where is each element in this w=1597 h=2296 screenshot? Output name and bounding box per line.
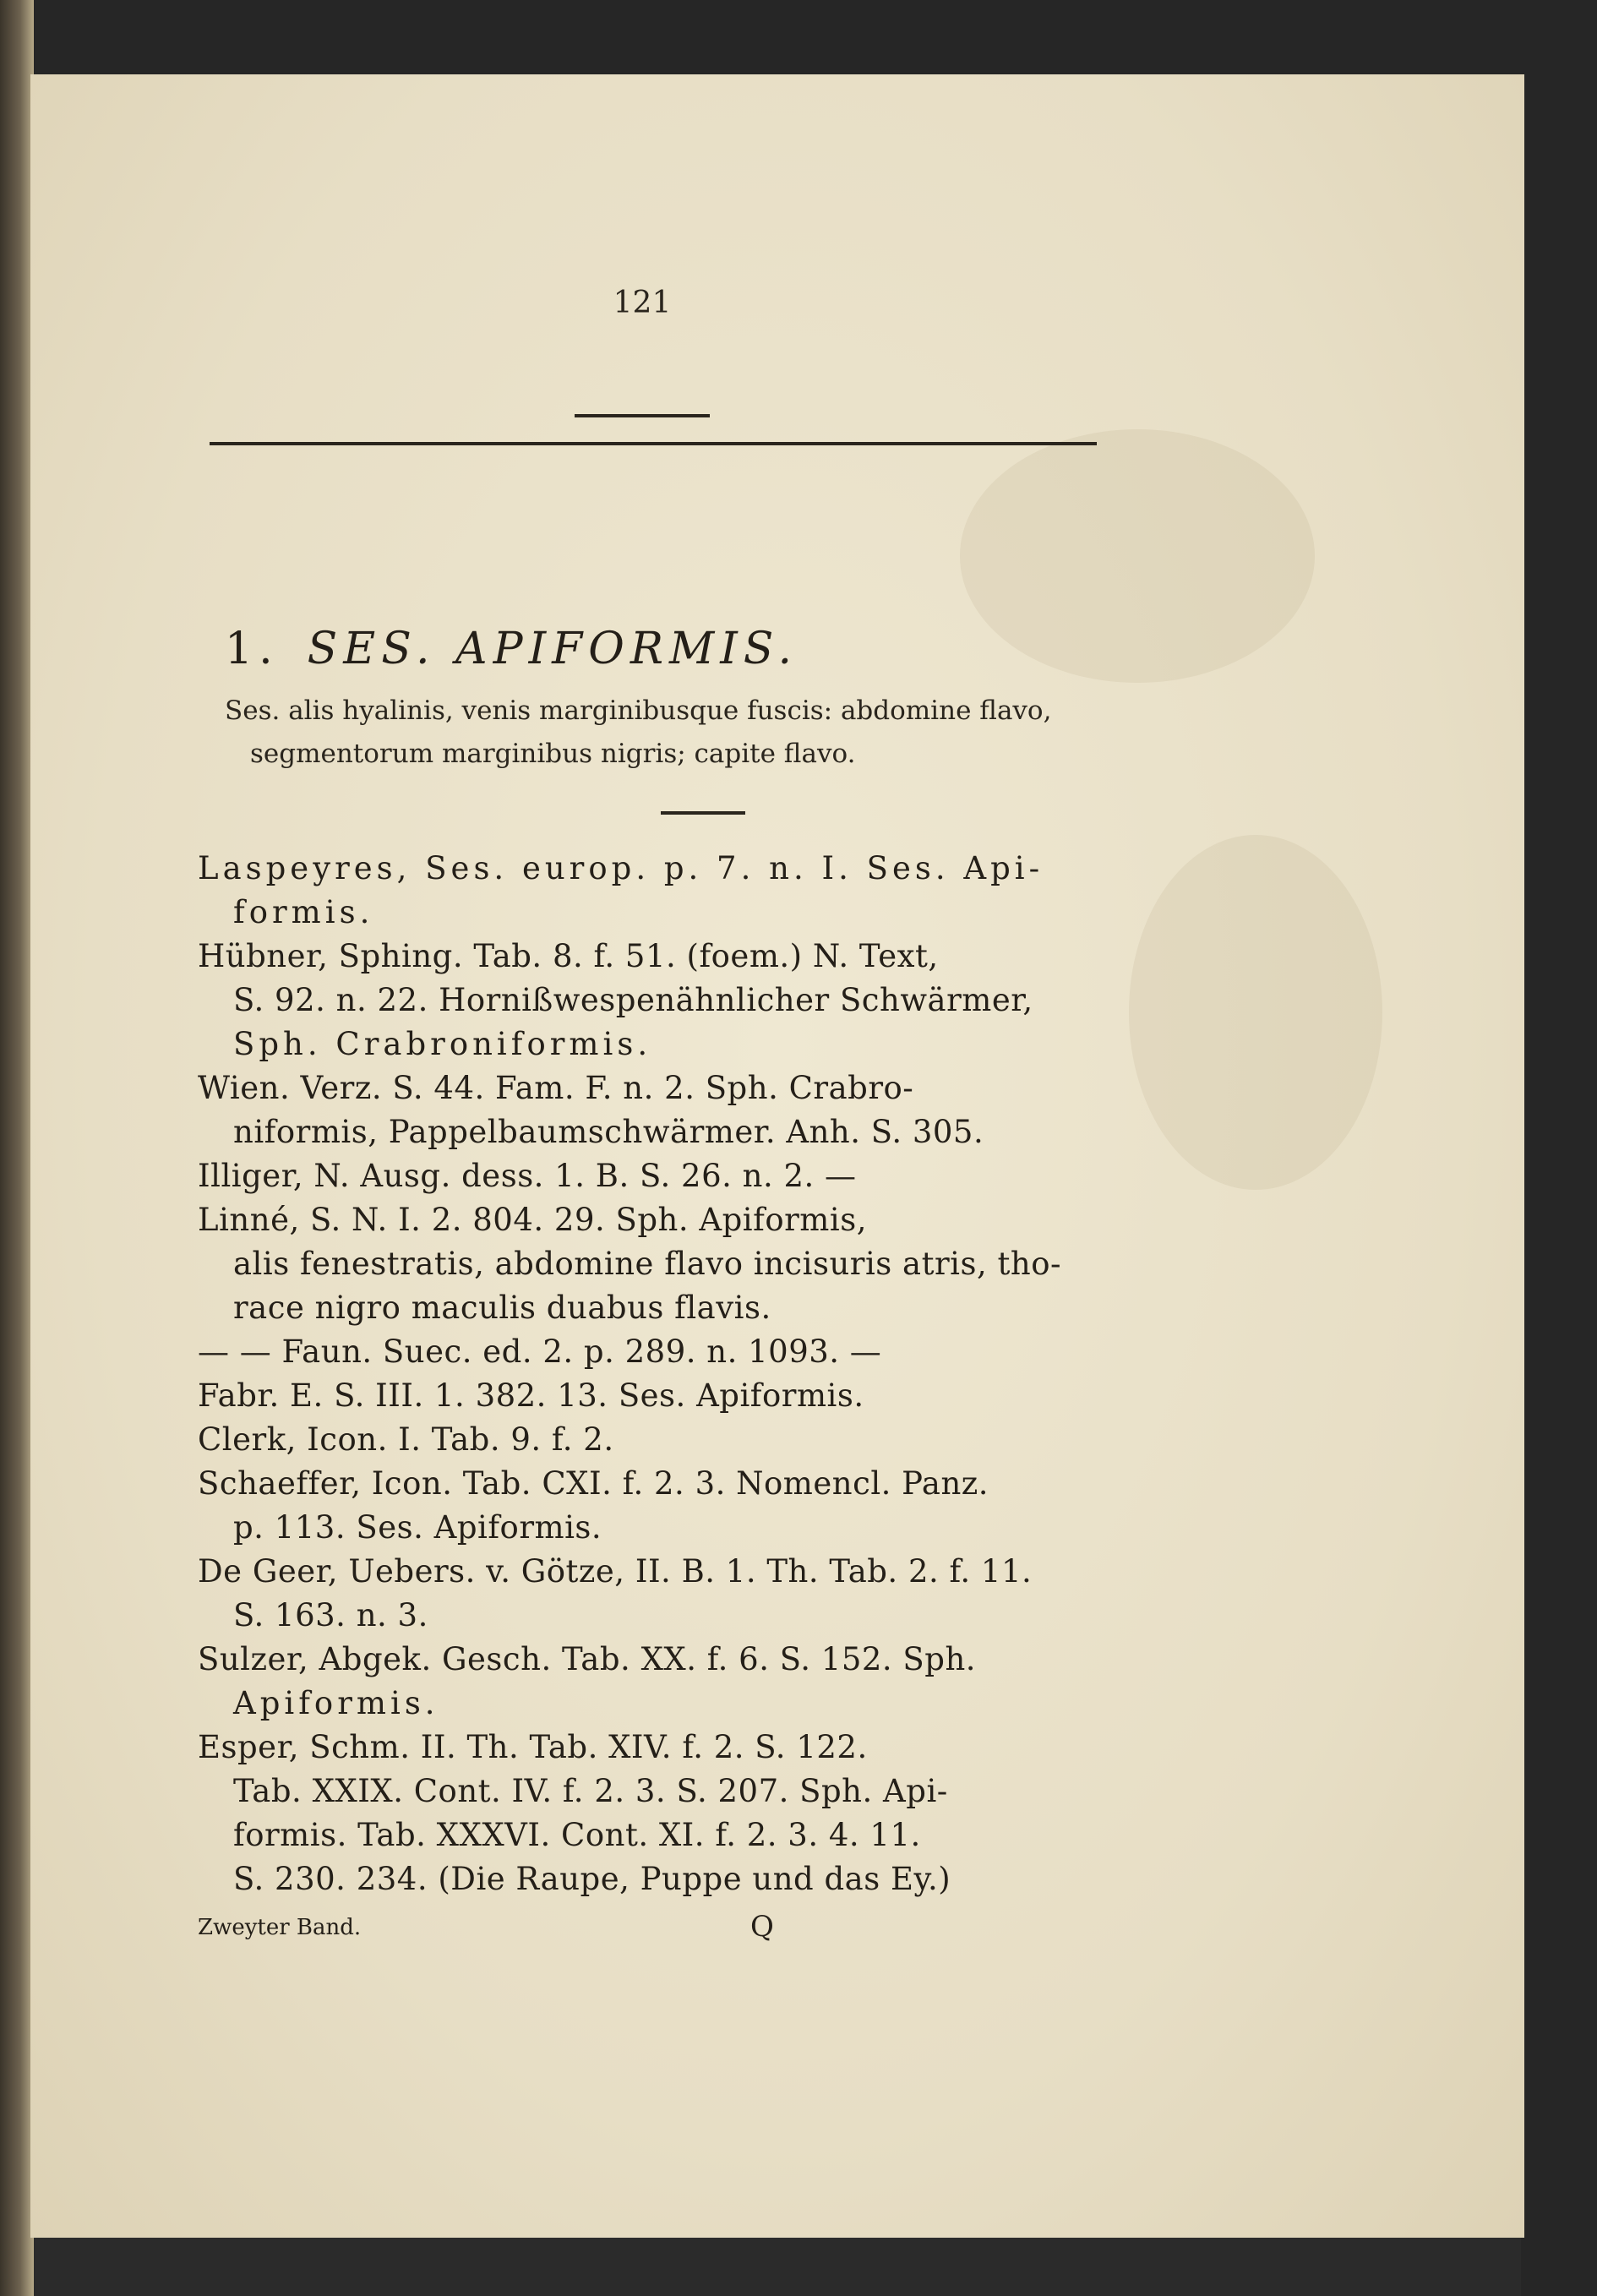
reference-line: Hübner, Sphing. Tab. 8. f. 51. (foem.) N. Text, [198, 938, 939, 974]
book-page [30, 74, 1524, 2238]
reference-line: Illiger, N. Ausg. dess. 1. B. S. 26. n. 2. — [198, 1158, 857, 1194]
reference-line: p. 113. Ses. Apiformis. [233, 1509, 602, 1546]
reference-line: race nigro maculis duabus flavis. [233, 1290, 771, 1326]
reference-line: De Geer, Uebers. v. Götze, II. B. 1. Th. Tab. 2. f. 11. [198, 1553, 1033, 1590]
reference-line: Fabr. E. S. III. 1. 382. 13. Ses. Apiformis. [198, 1377, 864, 1414]
gathering-mark: Q [750, 1910, 774, 1944]
reference-line: formis. Tab. XXXVI. Cont. XI. f. 2. 3. 4. 11. [233, 1817, 921, 1853]
section-rule [661, 811, 745, 815]
reference-line: Laspeyres, Ses. europ. p. 7. n. I. Ses. Api- [198, 850, 1044, 886]
page-number: 121 [613, 286, 672, 320]
reference-line: Clerk, Icon. I. Tab. 9. f. 2. [198, 1421, 614, 1458]
diagnosis-line: Ses. alis hyalinis, venis marginibusque fuscis: abdomine flavo, [225, 695, 1052, 726]
paper-stain [960, 429, 1315, 683]
diagnosis-line: segmentorum marginibus nigris; capite flavo. [250, 739, 856, 769]
reference-line: alis fenestratis, abdomine flavo incisuris atris, tho- [233, 1246, 1061, 1282]
page-number-underline [575, 414, 710, 417]
reference-line: S. 230. 234. (Die Raupe, Puppe und das Ey.) [233, 1861, 951, 1897]
species-number: 1. [225, 624, 279, 674]
reference-line: niformis, Pappelbaumschwärmer. Anh. S. 305. [233, 1114, 984, 1150]
scan-background-top [0, 0, 1597, 76]
reference-line: Apiformis. [233, 1685, 439, 1721]
reference-line: — — Faun. Suec. ed. 2. p. 289. n. 1093. — [198, 1333, 882, 1370]
scan-background-right [1521, 0, 1597, 2296]
reference-line: Esper, Schm. II. Th. Tab. XIV. f. 2. S. 122. [198, 1729, 868, 1765]
species-heading [225, 624, 798, 674]
reference-line: Sulzer, Abgek. Gesch. Tab. XX. f. 6. S. 152. Sph. [198, 1641, 977, 1677]
book-spine-edge [0, 0, 34, 2296]
volume-signature: Zweyter Band. [198, 1915, 362, 1940]
reference-line: Linné, S. N. I. 2. 804. 29. Sph. Apiformis, [198, 1202, 867, 1238]
reference-line: formis. [233, 894, 374, 930]
reference-line: Schaeffer, Icon. Tab. CXI. f. 2. 3. Nomencl. Panz. [198, 1465, 989, 1502]
reference-line: S. 163. n. 3. [233, 1597, 428, 1633]
reference-line: Wien. Verz. S. 44. Fam. F. n. 2. Sph. Crabro- [198, 1070, 914, 1106]
reference-line: Sph. Crabroniformis. [233, 1026, 652, 1062]
reference-line: S. 92. n. 22. Hornißwespenähnlicher Schwärmer, [233, 982, 1033, 1018]
paper-stain [1129, 835, 1382, 1190]
reference-line: Tab. XXIX. Cont. IV. f. 2. 3. S. 207. Sph. Api- [233, 1773, 948, 1809]
species-name: SES. APIFORMIS. [307, 624, 798, 674]
header-rule [210, 442, 1097, 445]
